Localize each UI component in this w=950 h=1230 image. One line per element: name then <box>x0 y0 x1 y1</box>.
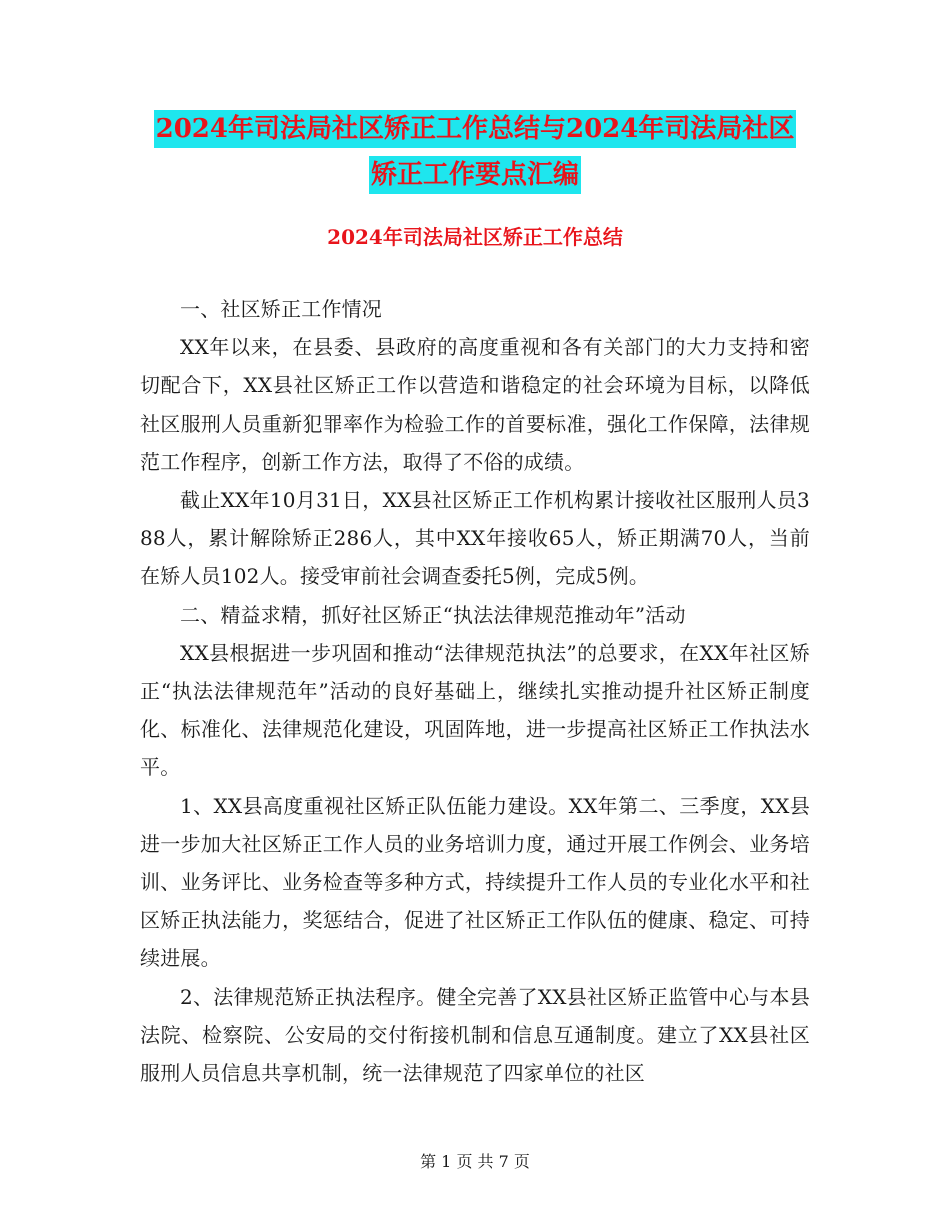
section-title: 2024年司法局社区矫正工作总结 <box>327 225 623 249</box>
title-line-2: 矫正工作要点汇编 <box>369 156 581 194</box>
paragraph: 2、法律规范矫正执法程序。健全完善了XX县社区矫正监管中心与本县法院、检察院、公安局的交付衔接机制和信息互通制度。建立了XX县社区服刑人员信息共享机制，统一法律规范了四家单位的社区 <box>140 984 810 1086</box>
paragraph: 截止XX年10月31日，XX县社区矫正工作机构累计接收社区服刑人员388人，累计解除矫正286人，其中XX年接收65人，矫正期满70人，当前在矫人员102人。接受审前社会调查委托5例，完成5例。 <box>140 488 810 589</box>
title-line-1: 2024年司法局社区矫正工作总结与2024年司法局社区 <box>154 110 797 148</box>
paragraph: XX县根据进一步巩固和推动“法律规范执法”的总要求，在XX年社区矫正“执法法律规范年”活动的良好基础上，继续扎实推动提升社区矫正制度化、标准化、法律规范化建设，巩固阵地，进一步提高社区矫正工作执法水平。 <box>140 640 810 780</box>
paragraph: XX年以来，在县委、县政府的高度重视和各有关部门的大力支持和密切配合下，XX县社区矫正工作以营造和谐稳定的社会环境为目标，以降低社区服刑人员重新犯罪率作为检验工作的首要标准，强化工作保障，法律规范工作程序，创新工作方法，取得了不俗的成绩。 <box>140 335 810 474</box>
document-body <box>140 290 810 1092</box>
paragraph: 1、XX县高度重视社区矫正队伍能力建设。XX年第二、三季度，XX县进一步加大社区矫正工作人员的业务培训力度，通过开展工作例会、业务培训、业务评比、业务检查等多种方式，持续提升工作人员的专业化水平和社区矫正执法能力，奖惩结合，促进了社区矫正工作队伍的健康、稳定、可持续进展。 <box>140 793 810 971</box>
page-footer: 第 1 页 共 7 页 <box>420 1152 530 1171</box>
paragraph-heading-1: 一、社区矫正工作情况 <box>180 297 382 321</box>
document-title <box>140 110 810 194</box>
paragraph-heading-2: 二、精益求精，抓好社区矫正“执法法律规范推动年”活动 <box>180 602 686 627</box>
